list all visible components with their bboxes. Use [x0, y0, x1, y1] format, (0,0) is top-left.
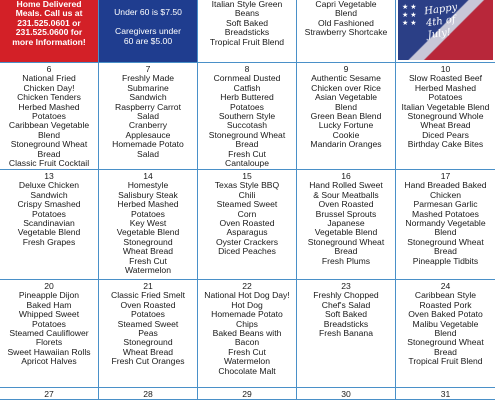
menu-item: Homestyle — [127, 180, 169, 191]
menu-item: Oven Roasted — [219, 218, 275, 229]
day-number: 8 — [244, 64, 250, 74]
menu-item: Slow Roasted Beef — [408, 73, 483, 84]
menu-item: Parmesan Garlic — [413, 199, 478, 210]
menu-item: Tropical Fruit Blend — [408, 356, 483, 367]
menu-item: Potatoes — [230, 101, 264, 112]
menu-line: Strawberry Shortcake — [304, 27, 388, 38]
menu-item: Stoneground Wheat — [10, 139, 88, 150]
day-cell — [396, 388, 495, 400]
menu-item: Fresh Cut Oranges — [111, 356, 185, 367]
menu-item: Whipped Sweet — [18, 309, 80, 320]
menu-line: Old Fashioned — [318, 17, 374, 28]
menu-item: Cookie — [332, 129, 360, 140]
day-cell — [0, 388, 99, 400]
menu-item: Apricot Halves — [21, 356, 77, 367]
menu-item: Submarine — [127, 82, 169, 93]
menu-item: Blend — [434, 227, 457, 238]
day-cell — [297, 170, 396, 280]
menu-item: Homemade Potato — [112, 139, 184, 150]
menu-item: Oven Roasted — [318, 199, 374, 210]
menu-line: Soft Baked — [225, 17, 269, 28]
price-line: Under 60 is $7.50 — [114, 7, 182, 17]
menu-item: Blend — [38, 129, 60, 140]
day-cell — [396, 63, 495, 170]
menu-item: Salad — [137, 111, 159, 122]
menu-item: Stoneground Wheat — [407, 236, 484, 247]
menu-line: Blend — [335, 8, 357, 19]
menu-line: Breadsticks — [224, 27, 270, 38]
day-cell — [99, 170, 198, 280]
price-line: Caregivers under — [115, 26, 181, 37]
menu-item: Vegetable Blend — [314, 227, 378, 238]
menu-item: Caribbean Vegetable — [8, 120, 90, 131]
menu-item: Stoneground — [123, 236, 173, 247]
menu-item: Potatoes — [131, 309, 165, 320]
menu-item: Potatoes — [32, 318, 66, 329]
menu-item: Cantaloupe — [225, 158, 269, 169]
menu-item: Stoneground Whole — [407, 111, 484, 122]
menu-item: Stoneground Wheat — [407, 337, 484, 348]
menu-item: Bread — [235, 139, 259, 150]
menu-item: Hand Rolled Sweet — [309, 180, 383, 191]
menu-item: Southern Style — [218, 111, 276, 122]
menu-item: Fresh Cut — [228, 148, 266, 159]
menu-item: Cornmeal Dusted — [213, 73, 281, 84]
menu-item: Herb Buttered — [220, 92, 274, 103]
calendar-week — [0, 280, 495, 388]
menu-item: Asparagus — [226, 227, 268, 238]
menu-item: Wheat Bread — [420, 120, 471, 131]
menu-item: Cranberry — [128, 120, 168, 131]
menu-item: National Fried — [22, 73, 76, 84]
day-number: 7 — [145, 64, 151, 74]
menu-item: Japanese — [327, 218, 365, 229]
day-cell — [0, 63, 99, 170]
menu-item: Stoneground Wheat — [208, 129, 286, 140]
menu-cell — [198, 0, 297, 63]
day-number: 23 — [341, 281, 351, 291]
menu-item: Roasted Pork — [419, 299, 472, 310]
day-number: 27 — [44, 389, 54, 399]
day-cell — [396, 170, 495, 280]
menu-item: Salisbury Steak — [118, 189, 178, 200]
menu-item: Bread — [434, 346, 457, 357]
menu-item: Classic Fruit Cocktail — [8, 158, 90, 169]
day-cell — [99, 280, 198, 388]
menu-item: Homemade Potato — [211, 309, 283, 320]
menu-item: Diced Peaches — [218, 246, 276, 257]
day-cell — [198, 170, 297, 280]
menu-item: Chicken Day! — [23, 82, 75, 93]
day-cell — [99, 63, 198, 170]
menu-item: Freshly Made — [121, 73, 175, 84]
menu-item: Authentic Sesame — [311, 73, 381, 84]
menu-item: Chicken — [429, 189, 462, 200]
calendar-week — [0, 388, 495, 400]
menu-item: Green Bean Blend — [310, 111, 382, 122]
menu-item: Diced Pears — [422, 129, 469, 140]
menu-item: Oven Baked Potato — [408, 309, 483, 320]
info-line: 231.525.0601 or — [17, 17, 81, 28]
menu-item: Key West — [129, 218, 167, 229]
day-cell — [396, 280, 495, 388]
day-number: 9 — [343, 64, 349, 74]
day-cell — [297, 388, 396, 400]
menu-item: Stoneground — [123, 337, 173, 348]
day-number: 20 — [44, 281, 54, 291]
menu-line: Beans — [234, 8, 260, 19]
menu-item: Mashed Potatoes — [412, 208, 479, 219]
menu-item: Oyster Crackers — [215, 236, 279, 247]
holiday-greeting: Happy 4th of July! — [423, 1, 459, 42]
menu-item: Pineapple Dijon — [18, 290, 80, 301]
menu-item: Salad — [137, 148, 159, 159]
menu-item: Oven Roasted — [120, 299, 176, 310]
menu-item: Potatoes — [32, 208, 66, 219]
day-number: 13 — [44, 171, 54, 181]
menu-line: Tropical Fruit Blend — [209, 36, 285, 47]
menu-item: Steamed Sweet — [216, 199, 278, 210]
calendar-week — [0, 170, 495, 280]
menu-item: Herbed Mashed — [414, 82, 477, 93]
menu-item: Chili — [238, 189, 256, 200]
day-cell — [198, 63, 297, 170]
delivery-info-box — [0, 0, 99, 63]
menu-item: Vegetable Blend — [116, 227, 180, 238]
menu-item: Mandarin Oranges — [310, 139, 382, 150]
menu-item: Fresh Cut — [129, 255, 167, 266]
menu-item: Herbed Mashed — [18, 101, 80, 112]
day-cell — [198, 280, 297, 388]
menu-line: Italian Style Green — [211, 0, 283, 9]
menu-item: Blend — [335, 101, 357, 112]
menu-item: Normandy Vegetable — [405, 218, 486, 229]
menu-item: Pineapple Tidbits — [412, 255, 479, 266]
menu-item: Chocolate Malt — [218, 365, 276, 376]
menu-item: Chicken over Rice — [311, 82, 381, 93]
day-cell — [297, 63, 396, 170]
menu-item: Fresh Cut — [228, 346, 266, 357]
menu-item: Catfish — [233, 82, 261, 93]
menu-item: Wheat Bread — [122, 246, 174, 257]
day-number: 22 — [242, 281, 252, 291]
menu-item: Stoneground Wheat — [307, 236, 385, 247]
menu-item: Fresh Plums — [321, 255, 371, 266]
menu-item: Wheat Bread — [122, 346, 174, 357]
menu-item: Bread — [37, 148, 61, 159]
menu-item: Freshly Chopped — [313, 290, 379, 301]
menu-item: Sandwich — [30, 189, 68, 200]
menu-item: Applesauce — [125, 129, 171, 140]
menu-item: Fresh Grapes — [22, 236, 76, 247]
menu-item: Potatoes — [428, 92, 463, 103]
menu-item: Bread — [334, 246, 358, 257]
day-number: 10 — [440, 64, 451, 74]
menu-item: Succotash — [226, 120, 268, 131]
menu-item: Florets — [35, 337, 63, 348]
menu-item: Herbed Mashed — [117, 199, 179, 210]
menu-item: Bread — [434, 246, 457, 257]
day-number: 15 — [242, 171, 252, 181]
info-line: Meals. Call us at — [15, 8, 83, 19]
calendar-row-top — [0, 0, 495, 63]
menu-item: Birthday Cake Bites — [407, 139, 484, 150]
day-number: 30 — [341, 389, 351, 399]
stars-icon: ★ ★ ★ ★ ★ ★ — [402, 4, 417, 27]
menu-item: Steamed Sweet — [117, 318, 179, 329]
day-number: 24 — [440, 281, 451, 291]
menu-item: Fresh Banana — [319, 328, 373, 339]
menu-item: Chips — [236, 318, 258, 329]
day-cell — [297, 280, 396, 388]
info-line: Home Delivered — [16, 0, 82, 9]
menu-item: Malibu Vegetable — [412, 318, 479, 329]
menu-item: Lucky Fortune — [318, 120, 374, 131]
menu-item: Chef's Salad — [321, 299, 371, 310]
menu-item: Italian Vegetable Blend — [401, 101, 490, 112]
day-number: 14 — [143, 171, 153, 181]
menu-item: Asian Vegetable — [314, 92, 378, 103]
menu-item: Steamed Cauliflower — [9, 328, 89, 339]
menu-item: Classic Fried Smelt — [110, 290, 186, 301]
menu-item: Crispy Smashed — [17, 199, 81, 210]
menu-item: Watermelon — [223, 356, 270, 367]
menu-cell — [297, 0, 396, 63]
day-number: 6 — [46, 64, 52, 74]
menu-item: Peas — [138, 328, 158, 339]
menu-item: Texas Style BBQ — [214, 180, 280, 191]
day-number: 17 — [440, 171, 451, 181]
menu-item: Sandwich — [129, 92, 167, 103]
menu-item: Blend — [434, 328, 457, 339]
price-info-box — [99, 0, 198, 63]
menu-item: Caribbean Style — [414, 290, 477, 301]
menu-item: Hot Dog — [231, 299, 263, 310]
american-flag-image — [398, 0, 493, 60]
menu-item: National Hot Dog Day! — [204, 290, 290, 301]
menu-item: & Sour Meatballs — [313, 189, 379, 200]
day-number: 29 — [242, 389, 252, 399]
menu-item: Watermelon — [124, 265, 171, 276]
holiday-flag-box — [396, 0, 495, 63]
menu-item: Vegetable Blend — [17, 227, 81, 238]
info-line: more Information! — [12, 36, 86, 47]
menu-line: Capri Vegetable — [315, 0, 377, 9]
menu-item: Baked Beans with — [212, 328, 282, 339]
menu-item: Brussel Sprouts — [315, 208, 377, 219]
calendar-week — [0, 63, 495, 170]
menu-item: Chicken Tenders — [17, 92, 81, 103]
menu-item: Sweet Hawaiian Rolls — [7, 346, 91, 357]
day-cell — [0, 280, 99, 388]
day-number: 28 — [143, 389, 153, 399]
menu-item: Scandinavian — [23, 218, 75, 229]
menu-item: Deluxe Chicken — [18, 180, 80, 191]
day-number: 21 — [143, 281, 153, 291]
day-cell — [99, 388, 198, 400]
day-number: 31 — [440, 389, 451, 399]
menu-item: Raspberry Carrot — [115, 101, 181, 112]
menu-item: Potatoes — [131, 208, 165, 219]
menu-item: Hand Breaded Baked — [404, 180, 487, 191]
menu-item: Breadsticks — [323, 318, 369, 329]
menu-item: Corn — [237, 208, 257, 219]
day-cell — [198, 388, 297, 400]
menu-item: Potatoes — [32, 111, 66, 122]
menu-item: Bacon — [234, 337, 260, 348]
day-cell — [0, 170, 99, 280]
price-line: 60 are $5.00 — [123, 35, 173, 46]
menu-item: Soft Baked — [324, 309, 368, 320]
day-number: 16 — [341, 171, 351, 181]
menu-item: Baked Ham — [26, 299, 72, 310]
info-line: 231.525.0600 for — [15, 27, 83, 38]
